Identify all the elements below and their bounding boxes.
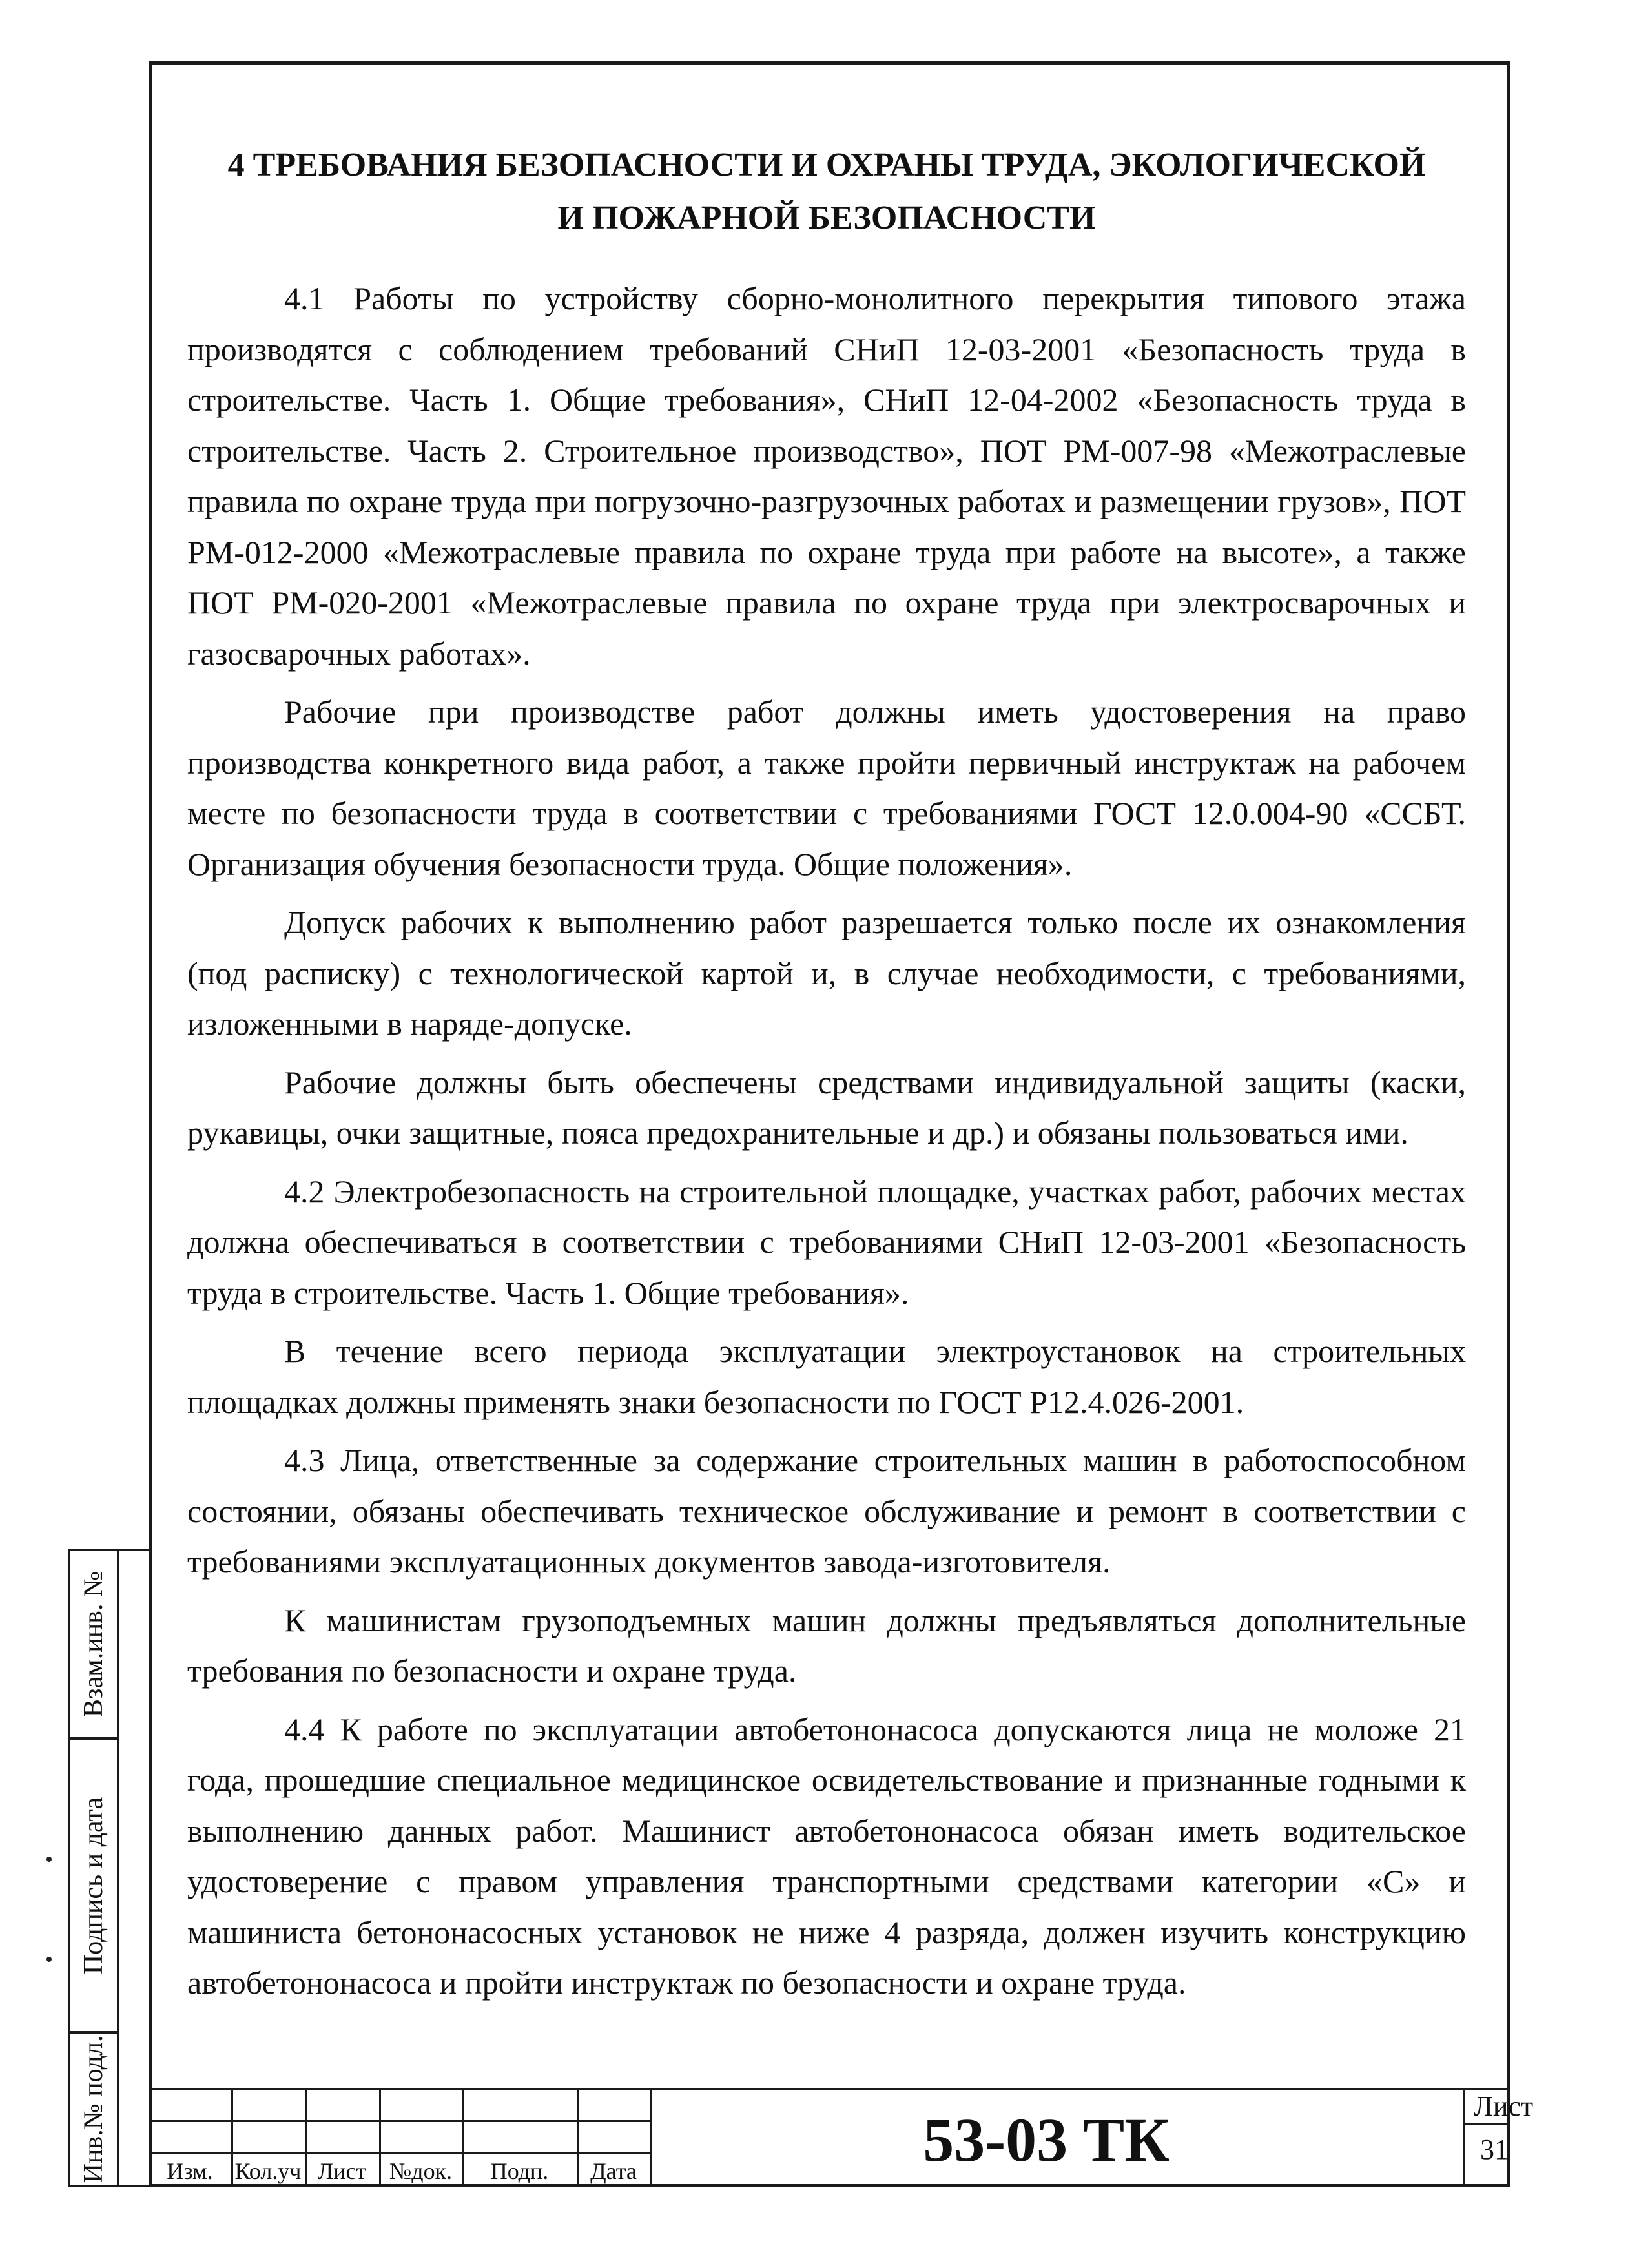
col-data: Дата — [590, 2158, 637, 2184]
heading-line-1: 4 ТРЕБОВАНИЯ БЕЗОПАСНОСТИ И ОХРАНЫ ТРУДА, ЭКОЛОГИЧЕСКОЙ — [227, 147, 1426, 183]
stamp-vzam-label: Взам.инв. № — [79, 1571, 108, 1718]
stamp-cell-inv — [70, 2034, 117, 2185]
col-kol-uch: Кол.уч — [234, 2158, 302, 2184]
paragraph: Допуск рабочих к выполнению работ разрешается только после их ознакомления (под расписку) с технологической картой и, в случае необходимости, с требованиями, изложенными в наряде-допуске. — [187, 904, 1466, 1042]
document-code: 53-03 ТК — [923, 2105, 1170, 2174]
mark-dot — [46, 1857, 52, 1862]
stamp-podpis-label: Подпись и дата — [79, 1797, 108, 1974]
sheet-label: Лист — [1474, 2090, 1534, 2122]
sheet-number: 31 — [1480, 2134, 1509, 2165]
paragraph: 4.1 Работы по устройству сборно-монолитного перекрытия типового этажа производятся с соблюдением требований СНиП 12-03-2001 «Безопасность труда в строительстве. Часть 1. Общие требования», СНиП 12-04-2002 «Безопасность труда в строительстве. Часть 2. Строительное производство», ПОТ РМ-007-98 «Межотраслевые правила по охране труда при погрузочно-разгрузочных работах и размещении грузов», ПОТ РМ-012-2000 «Межотраслевые правила по охране труда при работе на высоте», а также ПОТ РМ-020-2001 «Межотраслевые правила по охране труда при электросварочных и газосварочных работах». — [187, 280, 1466, 672]
section-heading — [187, 139, 1466, 245]
col-ndok: №док. — [389, 2158, 453, 2184]
paragraph: В течение всего периода эксплуатации электроустановок на строительных площадках должны применять знаки безопасности по ГОСТ Р12.4.026-2001. — [187, 1333, 1466, 1420]
side-stamp — [68, 1549, 149, 2187]
stamp-cell-vzam — [70, 1551, 117, 1740]
paragraph: Рабочие должны быть обеспечены средствами индивидуальной защиты (каски, рукавицы, очки защитные, пояса предохранительные и др.) и обязаны пользоваться ими. — [187, 1064, 1466, 1151]
revision-table — [149, 2088, 652, 2187]
heading-line-2: И ПОЖАРНОЙ БЕЗОПАСНОСТИ — [557, 200, 1096, 236]
stamp-cell-podpis — [70, 1740, 117, 2034]
mark-dot — [46, 1957, 52, 1962]
col-izm: Изм. — [167, 2158, 213, 2184]
col-list: Лист — [317, 2158, 367, 2184]
paragraph: Рабочие при производстве работ должны иметь удостоверения на право производства конкретного вида работ, а также пройти первичный инструктаж на рабочем месте по безопасности труда в соответствии с требованиями ГОСТ 12.0.004-90 «ССБТ. Организация обучения безопасности труда. Общие положения». — [187, 694, 1466, 882]
col-podp: Подп. — [490, 2158, 549, 2184]
paragraph: 4.2 Электробезопасность на строительной площадке, участках работ, рабочих местах должна обеспечиваться в соответствии с требованиями СНиП 12-03-2001 «Безопасность труда в строительстве. Часть 1. Общие требования». — [187, 1173, 1466, 1311]
paragraph: 4.4 К работе по эксплуатации автобетононасоса допускаются лица не моложе 21 года, прошедшие специальное медицинское освидетельствование и признанные годными к выполнению данных работ. Машинист автобетононасоса обязан иметь водительское удостоверение с правом управления транспортными средствами категории «С» и машиниста бетононасосных установок не ниже 4 разряда, должен изучить конструкцию автобетононасоса и пройти инструктаж по безопасности и охране труда. — [187, 1711, 1466, 2001]
document-body — [187, 139, 1466, 2016]
paragraph: 4.3 Лица, ответственные за содержание строительных машин в работоспособном состоянии, обязаны обеспечивать техническое обслуживание и ремонт в соответствии с требованиями эксплуатационных документов завода-изготовителя. — [187, 1442, 1466, 1580]
stamp-inv-label: Инв.№ подл. — [79, 2035, 108, 2183]
paragraph: К машинистам грузоподъемных машин должны предъявляться дополнительные требования по безопасности и охране труда. — [187, 1602, 1466, 1689]
